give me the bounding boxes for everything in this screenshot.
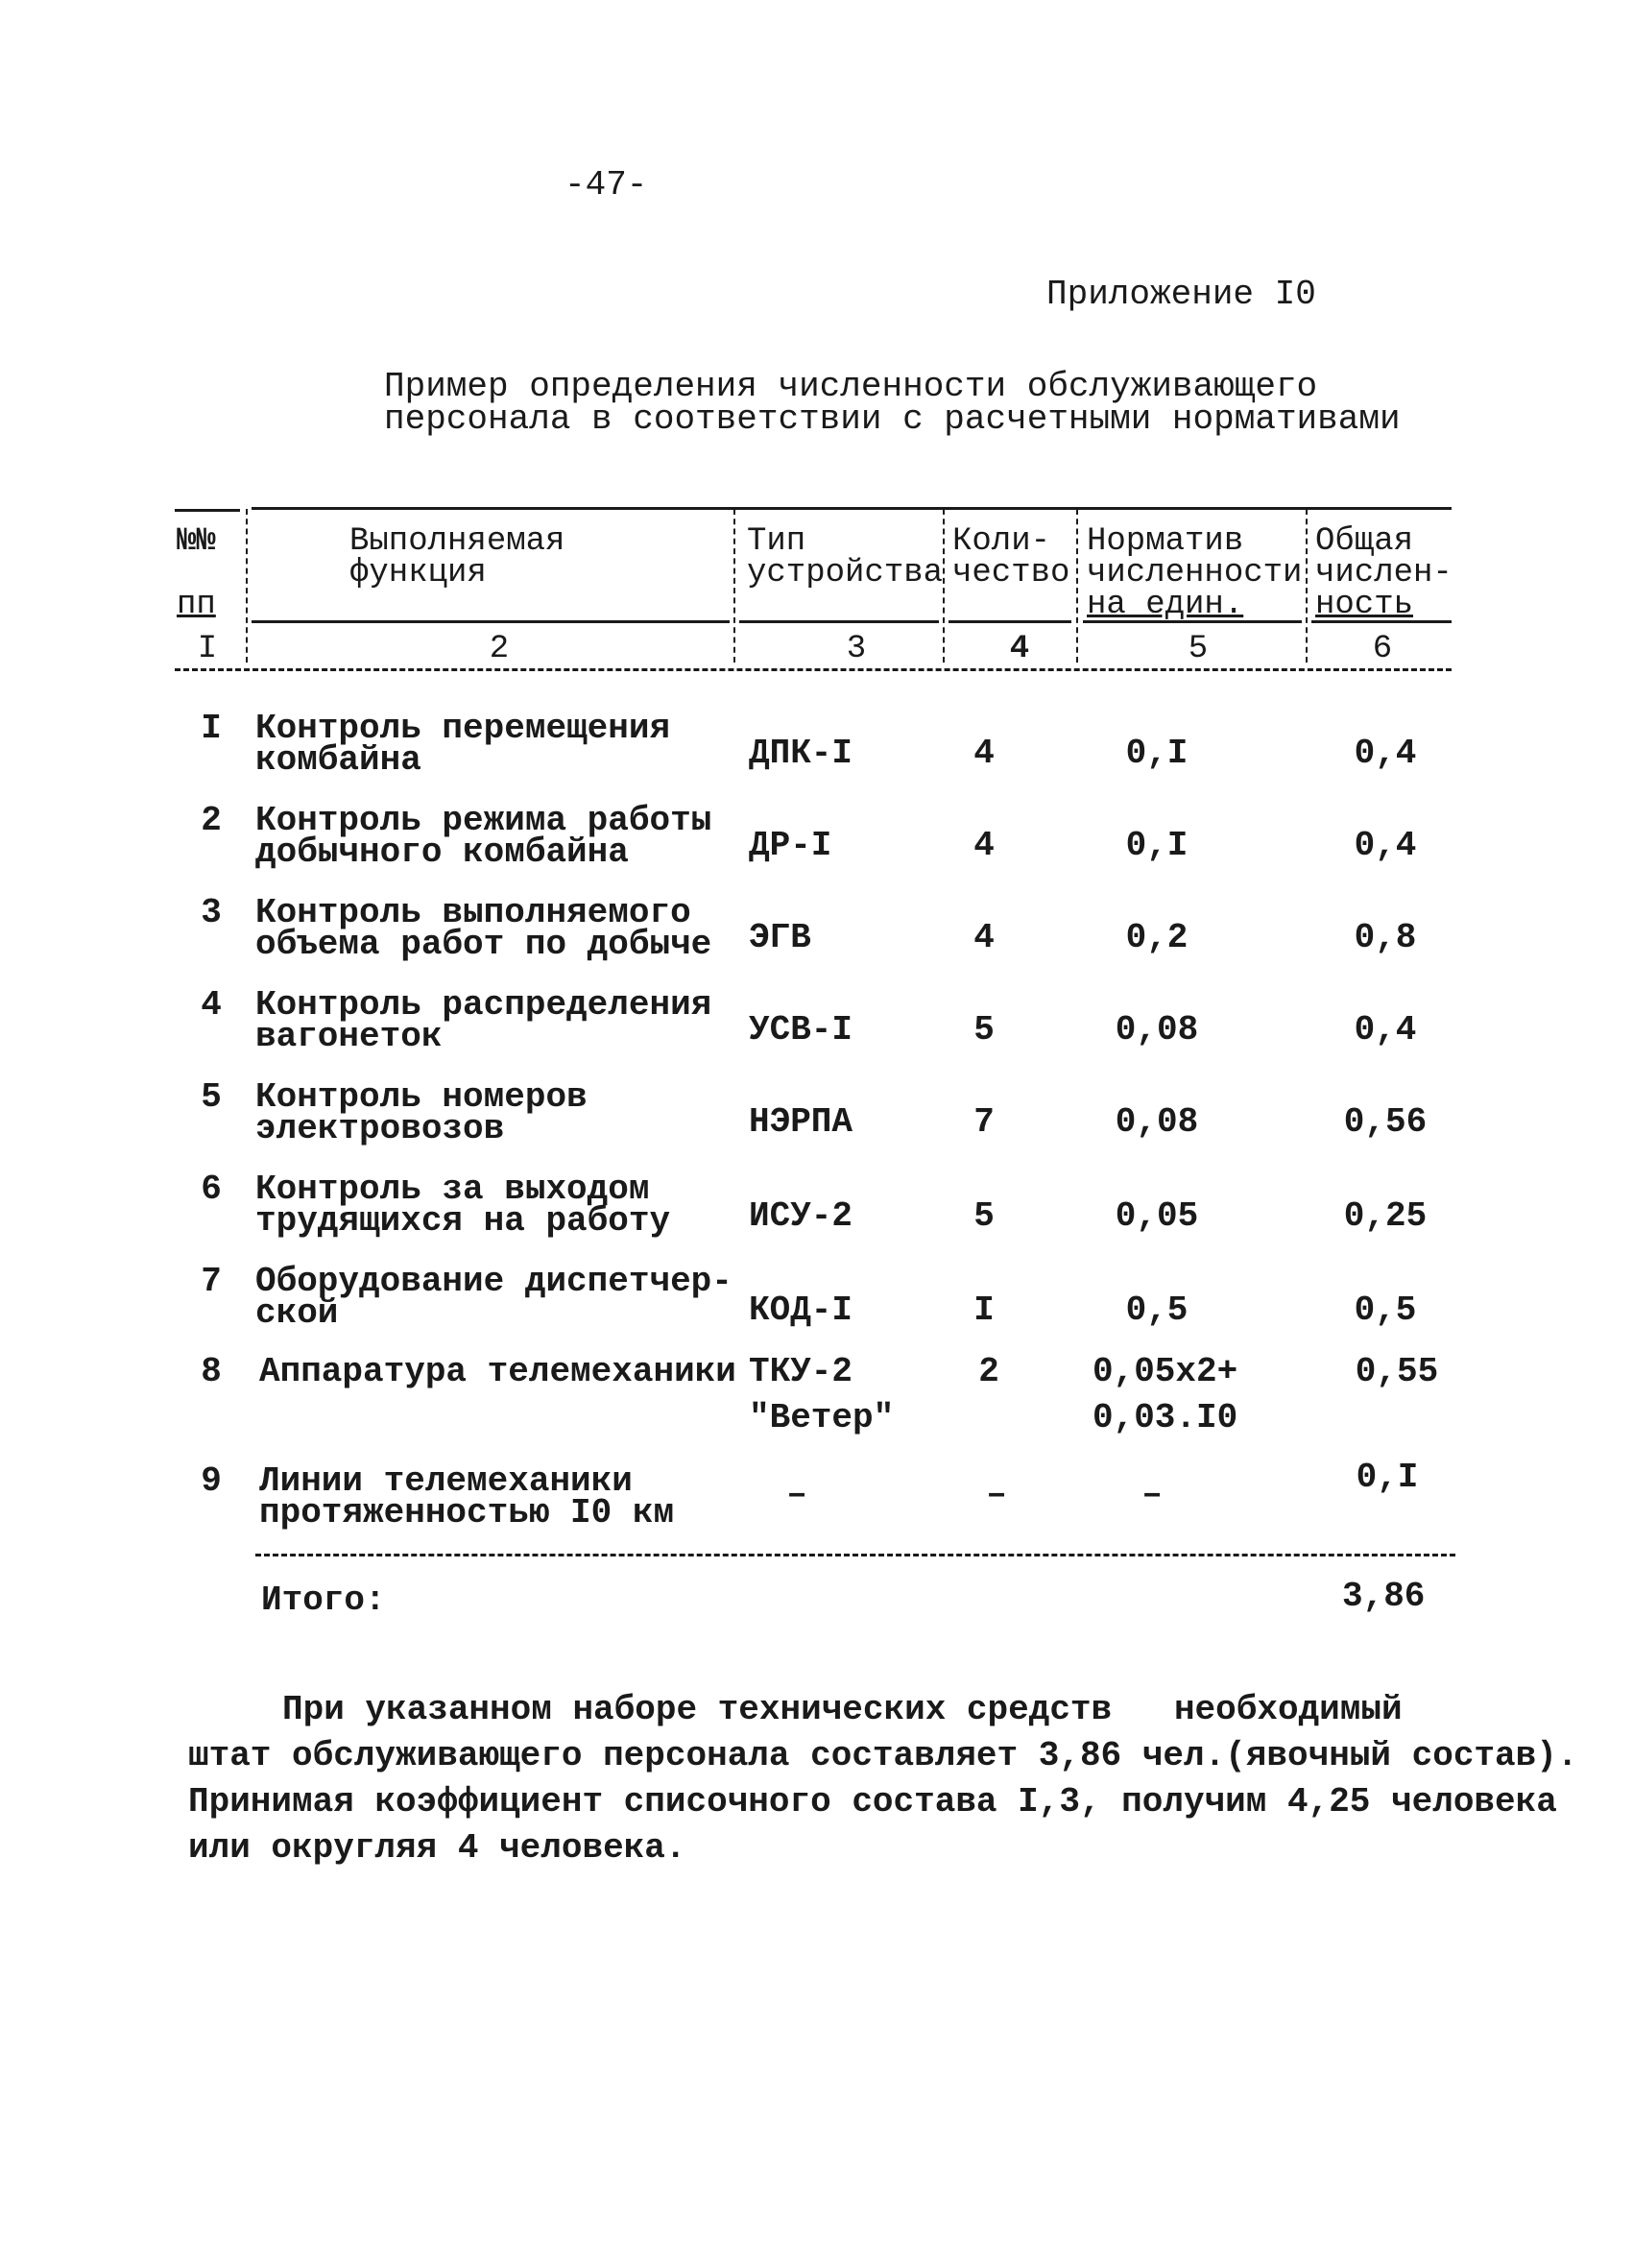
row-total: 0,25 <box>1343 1196 1428 1236</box>
row-function: Контроль выполняемого <box>255 893 691 932</box>
title-line-1: Пример определения численности обслуживающего <box>384 367 1318 406</box>
row-type: УСВ-I <box>749 1010 853 1050</box>
header-underline <box>1311 620 1452 623</box>
table-top-rule <box>175 509 240 512</box>
header-underline <box>739 620 939 623</box>
appendix-label: Приложение I0 <box>1046 275 1316 314</box>
row-qty: 4 <box>973 826 995 865</box>
header-underline <box>252 620 730 623</box>
total-rule <box>255 1554 1455 1556</box>
header-type-2: устройства <box>747 555 944 591</box>
col-number-2: 2 <box>489 631 510 667</box>
header-qty-2: чество <box>952 555 1070 591</box>
row-type: ДПК-I <box>749 734 853 773</box>
header-norm-2: численности <box>1087 555 1303 591</box>
row-function: Контроль номеров <box>255 1077 588 1117</box>
header-function-1: Выполняемая <box>349 523 565 560</box>
row-type: ЭГВ <box>749 918 811 957</box>
row-number: 5 <box>201 1077 222 1117</box>
row-function: электровозов <box>255 1109 505 1148</box>
row-norm: 0,2 <box>1125 918 1189 957</box>
paragraph-line: штат обслуживающего персонала составляет 3,86 чел.(явочный состав). <box>188 1736 1578 1775</box>
row-type: ДР-I <box>749 826 832 865</box>
row-norm: 0,5 <box>1125 1291 1189 1330</box>
row-type: НЭРПА <box>749 1102 853 1142</box>
row-function: трудящихся на работу <box>255 1201 671 1241</box>
row-total: 0,56 <box>1343 1102 1428 1142</box>
row-number: 8 <box>201 1352 222 1391</box>
row-qty: 4 <box>973 734 995 773</box>
column-divider <box>1076 509 1078 663</box>
row-qty: 7 <box>973 1102 995 1142</box>
row-function: Контроль режима работы <box>255 801 712 840</box>
row-number: 7 <box>201 1262 222 1301</box>
row-norm: 0,08 <box>1115 1010 1199 1050</box>
row-number: 3 <box>201 893 222 932</box>
column-divider <box>1306 509 1308 663</box>
row-function: добычного комбайна <box>255 832 629 872</box>
row-norm: 0,I <box>1125 826 1189 865</box>
header-norm-1: Норматив <box>1087 523 1244 560</box>
row-total: 0,5 <box>1354 1291 1417 1330</box>
row-qty: 2 <box>978 1352 999 1391</box>
row-total: 0,4 <box>1354 1010 1417 1050</box>
total-value: 3,86 <box>1342 1577 1426 1616</box>
row-type: КОД-I <box>749 1291 853 1330</box>
header-total-3: ность <box>1315 587 1414 623</box>
row-function: Контроль перемещения <box>255 709 671 748</box>
row-norm: 0,08 <box>1115 1102 1199 1142</box>
paragraph-line: или округляя 4 человека. <box>188 1828 686 1868</box>
row-number: 4 <box>201 985 222 1025</box>
row-type: ИСУ-2 <box>749 1196 853 1236</box>
row-number: 6 <box>201 1170 222 1209</box>
row-function: объема работ по добыче <box>255 925 712 964</box>
row-norm: 0,05 <box>1115 1196 1199 1236</box>
column-divider <box>943 509 945 663</box>
row-function: ской <box>255 1293 339 1333</box>
page-number: -47- <box>564 165 648 205</box>
row-total: 0,I <box>1356 1458 1419 1497</box>
column-numbers-rule <box>175 668 1452 671</box>
col-number-3: 3 <box>846 631 867 667</box>
row-function: Контроль за выходом <box>255 1170 650 1209</box>
table-top-rule <box>252 507 1452 510</box>
row-function: Линии телемеханики <box>259 1461 633 1501</box>
title-line-2: персонала в соответствии с расчетными нормативами <box>384 399 1401 439</box>
row-function: протяженностью I0 км <box>259 1493 675 1532</box>
row-type: – <box>786 1475 807 1514</box>
row-number: I <box>201 709 222 748</box>
header-num-pp: пп <box>177 587 216 623</box>
header-total-2: числен- <box>1315 555 1453 591</box>
row-qty: – <box>986 1475 1007 1514</box>
row-norm: 0,03.I0 <box>1093 1398 1238 1437</box>
header-function-2: функция <box>349 555 487 591</box>
header-underline <box>949 620 1071 623</box>
col-number-5: 5 <box>1188 631 1209 667</box>
row-qty: 5 <box>973 1196 995 1236</box>
paragraph-line: Принимая коэффициент списочного состава I,3, получим 4,25 человека <box>188 1782 1557 1822</box>
row-function: комбайна <box>255 740 421 780</box>
row-norm: 0,05х2+ <box>1093 1352 1238 1391</box>
row-norm: 0,I <box>1125 734 1189 773</box>
col-number-1: I <box>197 631 218 667</box>
row-function: Оборудование диспетчер- <box>255 1262 732 1301</box>
row-number: 2 <box>201 801 222 840</box>
row-qty: 5 <box>973 1010 995 1050</box>
col-number-6: 6 <box>1372 631 1393 667</box>
row-number: 9 <box>201 1461 222 1501</box>
row-function: Контроль распределения <box>255 985 712 1025</box>
header-underline <box>1083 620 1302 623</box>
header-type-1: Тип <box>747 523 806 560</box>
row-total: 0,4 <box>1354 734 1417 773</box>
col-number-4: 4 <box>1009 631 1030 667</box>
row-qty: 4 <box>973 918 995 957</box>
row-total: 0,8 <box>1354 918 1417 957</box>
row-total: 0,4 <box>1354 826 1417 865</box>
row-norm: – <box>1141 1475 1163 1514</box>
header-total-1: Общая <box>1315 523 1414 560</box>
row-function: Аппаратура телемеханики <box>259 1352 736 1391</box>
header-num-mark: №№ <box>177 523 216 560</box>
total-label: Итого: <box>261 1580 386 1620</box>
row-qty: I <box>973 1291 995 1330</box>
column-divider <box>246 509 248 663</box>
row-type: "Ветер" <box>749 1398 895 1437</box>
header-norm-3: на един. <box>1087 587 1244 623</box>
column-divider <box>733 509 735 663</box>
row-function: вагонеток <box>255 1017 443 1056</box>
row-total: 0,55 <box>1355 1352 1439 1391</box>
row-type: ТКУ-2 <box>749 1352 853 1391</box>
header-qty-1: Коли- <box>952 523 1051 560</box>
paragraph-line: При указанном наборе технических средств необходимый <box>282 1690 1403 1729</box>
